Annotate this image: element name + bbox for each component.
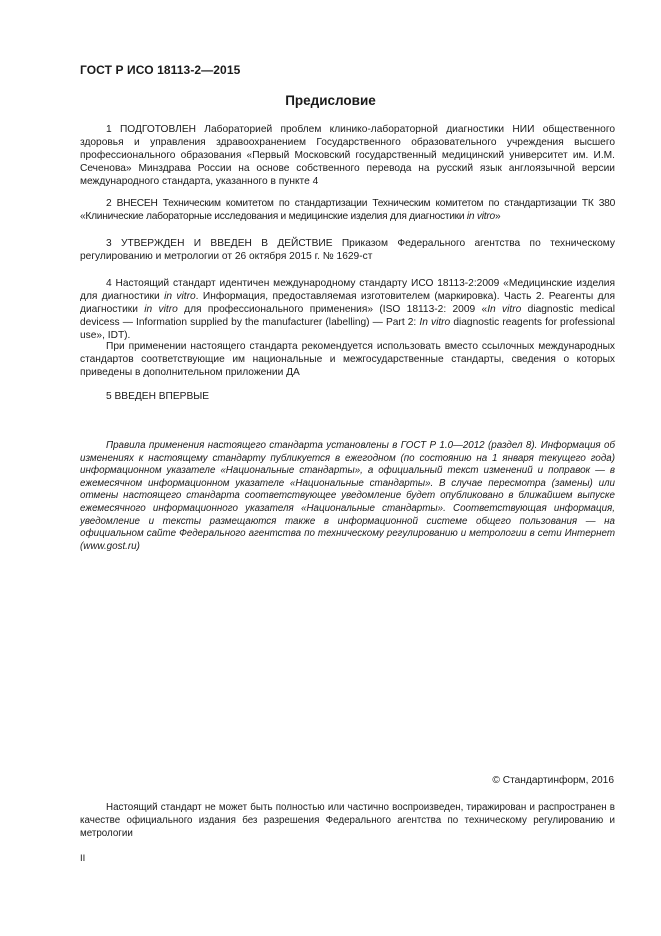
document-code-header: ГОСТ Р ИСО 18113-2—2015 [80, 63, 241, 77]
paragraph-text: для профессионального применения» (ISO 18113-2: 2009 « [177, 303, 488, 315]
paragraph-identical-standard [80, 278, 615, 343]
italic-term: In vitro [419, 316, 451, 328]
paragraph-text: 5 ВВЕДЕН ВПЕРВЫЕ [106, 391, 210, 402]
paragraph-text: . Информация, предоставляемая изготовителем (маркировка). Часть 2. Реагенты для диагностики [80, 290, 615, 315]
paragraph-text: 2 ВНЕСЕН Техническим комитетом по стандартизации Техническим комитетом по стандартизации ТК 380 «Клинические лабораторные исследования и медицинские изделия для диагностики [80, 198, 615, 222]
page-number: II [80, 853, 86, 864]
paragraph-text: 4 Настоящий стандарт идентичен международному стандарту ИСО 18113-2:2009 «Медицинские изделия для диагностики [80, 278, 615, 302]
paragraph-approved [80, 238, 615, 264]
paragraph-introduced-by [80, 198, 615, 224]
reproduction-notice: Настоящий стандарт не может быть полностью или частично воспроизведен, тиражирован и распространен в качестве официального издания без разрешения Федерального агентства по техническому регулированию и метрологии [80, 802, 615, 839]
italic-term: in vitro [466, 210, 495, 222]
paragraph-prepared-by [80, 124, 615, 189]
copyright-notice: © Стандартинформ, 2016 [492, 775, 614, 786]
italic-term: in vitro [164, 290, 196, 302]
usage-rules-notice: Правила применения настоящего стандарта установлены в ГОСТ Р 1.0—2012 (раздел 8). Информация об изменениях к настоящему стандарту публикуется в ежегодном (по состоянию на 1 января текущего года) информационном указателе «Национальные стандарты», а официальный текст изменений и поправок — в ежемесячном информационном указателе «Национальные стандарты». В случае пересмотра (замены) или отмены настоящего стандарта соответствующее уведомление будет опубликовано в ближайшем выпуске ежемесячного информационного указателя «Национальные стандарты». Соответствующая информация, уведомление и тексты размещаются также в информационной системе общего пользования — на официальном сайте Федерального агентства по техническому регулированию и метрологии в сети Интернет (www.gost.ru) [80, 440, 615, 552]
italic-term: in vitro [144, 303, 178, 315]
page-title: Предисловие [285, 93, 376, 108]
paragraph-text: diagnostic reagents for professional use», IDT). [80, 316, 615, 341]
paragraph-text: 3 УТВЕРЖДЕН И ВВЕДЕН В ДЕЙСТВИЕ Приказом Федерального агентства по техническому регулированию и метрологии от 26 октября 2015 г. № 1629-ст [80, 238, 615, 262]
paragraph-text: » [494, 210, 501, 222]
paragraph-text: 1 ПОДГОТОВЛЕН Лабораторией проблем клинико-лабораторной диагностики НИИ общественного здоровья и управления здравоохранением Государственного образовательного учреждения высшего профессионального образования «Первый Московский государственный медицинский университет им. И.М. Сеченова» Минздрава России на основе собственного перевода на русский язык англоязычной версии международного стандарта, указанного в пункте 4 [80, 124, 615, 187]
paragraph-text: При применении настоящего стандарта рекомендуется использовать вместо ссылочных международных стандартов соответствующие им национальные и межгосударственные стандарты, сведения о которых приведены в дополнительном приложении ДА [80, 341, 615, 378]
paragraph-first-introduced [80, 391, 615, 404]
italic-term: In vitro [487, 303, 522, 315]
paragraph-text: diagnostic medical devicess — Information supplied by the manufacturer (labelling) — Part 2: [80, 303, 615, 328]
paragraph-application-note [80, 341, 615, 380]
